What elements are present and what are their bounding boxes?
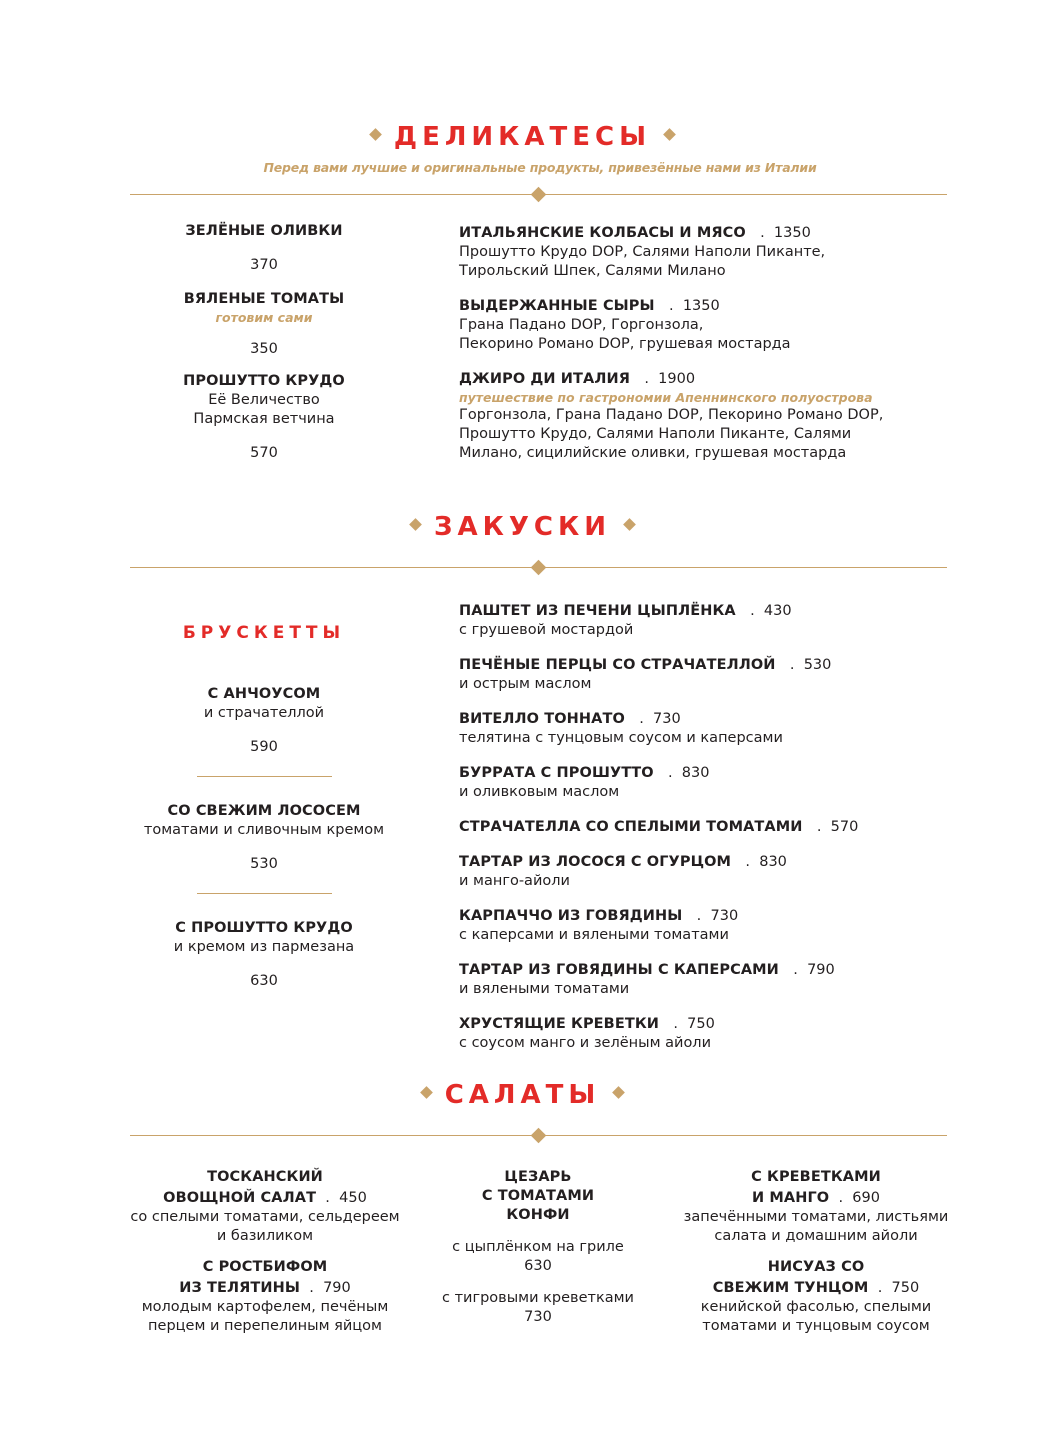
separator-dot: . [760, 225, 765, 241]
item-description: и кремом из пармезана [173, 939, 355, 955]
item-option: с цыплёнком на гриле [452, 1239, 624, 1255]
item-price: 1350 [682, 298, 720, 314]
diamond-ornament-icon [420, 1086, 433, 1099]
item-name: ТАРТАР ИЗ ЛОСОСЯ С ОГУРЦОМ [459, 854, 732, 870]
item-price: 1350 [773, 225, 811, 241]
menu-item [459, 600, 979, 640]
item-name: ДЖИРО ДИ ИТАЛИЯ [459, 371, 630, 387]
item-price: 530 [803, 657, 832, 673]
item-price: 690 [852, 1190, 880, 1206]
item-description: и базиликом [216, 1228, 314, 1244]
item-description: молодым картофелем, печёным [141, 1299, 389, 1315]
item-name: С АНЧОУСОМ [207, 686, 321, 702]
deli-left-column [130, 222, 398, 463]
menu-item [459, 762, 979, 802]
separator-dot: . [838, 1190, 844, 1206]
item-name: ВИТЕЛЛО ТОННАТО [459, 711, 625, 727]
item-description: салата и домашним айоли [714, 1228, 918, 1244]
item-description: Грана Падано DOP, Горгонзола, [459, 317, 704, 333]
item-price: 590 [250, 739, 278, 755]
item-name: ПРОШУТТО КРУДО [183, 373, 345, 389]
item-description: запечёнными томатами, листьями [683, 1209, 949, 1225]
diamond-ornament-icon [531, 1128, 547, 1144]
separator-dot: . [667, 765, 673, 781]
item-price: 430 [763, 603, 792, 619]
section-title-text: ЗАКУСКИ [434, 512, 611, 542]
menu-item [459, 851, 979, 891]
appetizers-right-column [459, 600, 979, 1053]
separator-dot: . [789, 657, 795, 673]
item-description: перцем и перепелиным яйцом [148, 1318, 382, 1334]
item-price: 350 [250, 341, 278, 357]
item-price: 830 [759, 854, 787, 870]
item-price: 730 [524, 1309, 552, 1325]
item-description: Тирольский Шпек, Салями Милано [459, 263, 726, 279]
item-name: ЗЕЛЁНЫЕ ОЛИВКИ [185, 223, 343, 239]
item-description: со спелыми томатами, сельдереем [130, 1209, 400, 1225]
item-price: 450 [339, 1190, 367, 1206]
item-description: томатами и сливочным кремом [143, 822, 385, 838]
separator-dot: . [745, 854, 750, 870]
item-option: с тигровыми креветками [442, 1290, 634, 1306]
item-name: ВЯЛЕНЫЕ ТОМАТЫ [183, 291, 345, 307]
separator-dot: . [644, 371, 649, 387]
diamond-ornament-icon [531, 560, 547, 576]
item-price: 370 [250, 257, 278, 273]
item-description: Пармская ветчина [193, 411, 335, 427]
item-description: Прошутто Крудо, Салями Наполи Пиканте, Салями [459, 426, 852, 442]
menu-item [459, 654, 979, 694]
item-description: Её Величество [208, 392, 320, 408]
item-price: 730 [710, 908, 739, 924]
item-note: готовим сами [215, 310, 313, 325]
salads-column-2 [418, 1168, 658, 1327]
menu-item [459, 295, 979, 354]
diamond-ornament-icon [369, 128, 382, 141]
item-price: 570 [250, 445, 278, 461]
item-name: СО СВЕЖИМ ЛОСОСЕМ [167, 803, 361, 819]
menu-item [459, 222, 979, 281]
item-description: томатами и тунцовым соусом [702, 1318, 930, 1334]
diamond-ornament-icon [612, 1086, 625, 1099]
item-name: ТАРТАР ИЗ ГОВЯДИНЫ С КАПЕРСАМИ [459, 962, 779, 978]
section-title-appetizers [0, 512, 1045, 552]
separator-dot: . [325, 1190, 330, 1206]
item-description: Милано, сицилийские оливки, грушевая мостарда [459, 445, 847, 461]
item-name: С ПРОШУТТО КРУДО [175, 920, 353, 936]
section-title-text: ДЕЛИКАТЕСЫ [393, 122, 652, 152]
diamond-ornament-icon [663, 128, 676, 141]
item-description: с соусом манго и зелёным айоли [459, 1035, 712, 1051]
diamond-ornament-icon [409, 518, 422, 531]
item-price: 1900 [658, 371, 696, 387]
separator-dot: . [668, 298, 674, 314]
separator-dot: . [816, 819, 822, 835]
item-description: Горгонзола, Грана Падано DOP, Пекорино Романо DOP, [459, 407, 884, 423]
item-note: путешествие по гастрономии Апеннинского полуострова [459, 390, 873, 405]
item-name: ПАШТЕТ ИЗ ПЕЧЕНИ ЦЫПЛЁНКА [459, 603, 736, 619]
item-description: с каперсами и вялеными томатами [459, 927, 729, 943]
item-name: ИТАЛЬЯНСКИЕ КОЛБАСЫ И МЯСО [459, 225, 746, 241]
item-description: кенийской фасолью, спелыми [700, 1299, 932, 1315]
item-name: СТРАЧАТЕЛЛА СО СПЕЛЫМИ ТОМАТАМИ [459, 819, 803, 835]
item-price: 750 [891, 1280, 920, 1296]
item-name: ЦЕЗАРЬ [504, 1169, 572, 1185]
separator-dot: . [673, 1016, 678, 1032]
item-name: ТОСКАНСКИЙ [207, 1169, 323, 1185]
menu-item [459, 708, 979, 748]
item-name: СВЕЖИМ ТУНЦОМ [712, 1280, 869, 1296]
item-price: 530 [250, 856, 278, 872]
subsection-title: БРУСКЕТТЫ [182, 623, 346, 643]
item-description: Прошутто Крудо DOP, Салями Наполи Пиканте, [459, 244, 826, 260]
section-subtitle: Перед вами лучшие и оригинальные продукты, привезённые нами из Италии [263, 160, 817, 175]
menu-item [459, 1013, 979, 1053]
section-title-delicatessen [0, 122, 1045, 162]
item-description: и острым маслом [459, 676, 592, 692]
item-name: НИСУАЗ СО [767, 1259, 865, 1275]
item-description: Пекорино Романо DOP, грушевая мостарда [459, 336, 791, 352]
section-title-salads [0, 1080, 1045, 1120]
item-price: 630 [250, 973, 278, 989]
item-name: И МАНГО [752, 1190, 830, 1206]
item-name: КАРПАЧЧО ИЗ ГОВЯДИНЫ [459, 908, 683, 924]
item-name: ХРУСТЯЩИЕ КРЕВЕТКИ [459, 1016, 660, 1032]
item-description: телятина с тунцовым соусом и каперсами [459, 730, 783, 746]
item-description: и манго-айоли [459, 873, 570, 889]
item-description: и страчателлой [203, 705, 325, 721]
item-price: 630 [524, 1258, 552, 1274]
diamond-ornament-icon [531, 187, 547, 203]
menu-item [459, 368, 979, 463]
item-name: ПЕЧЁНЫЕ ПЕРЦЫ СО СТРАЧАТЕЛЛОЙ [459, 657, 776, 673]
item-name: С РОСТБИФОМ [202, 1259, 328, 1275]
item-name: С ТОМАТАМИ [481, 1188, 595, 1204]
item-description: и вялеными томатами [459, 981, 630, 997]
item-name: С КРЕВЕТКАМИ [751, 1169, 881, 1185]
separator-dot: . [696, 908, 702, 924]
separator-dot: . [639, 711, 644, 727]
item-name: ВЫДЕРЖАННЫЕ СЫРЫ [459, 298, 655, 314]
item-price: 750 [687, 1016, 715, 1032]
item-name: ОВОЩНОЙ САЛАТ [163, 1190, 317, 1206]
menu-item [459, 905, 979, 945]
salads-column-1 [120, 1168, 410, 1336]
separator-dot: . [309, 1280, 314, 1296]
separator-dot: . [877, 1280, 883, 1296]
item-name: БУРРАТА С ПРОШУТТО [459, 765, 654, 781]
separator-dot: . [750, 603, 755, 619]
item-price: 790 [323, 1280, 351, 1296]
diamond-ornament-icon [623, 518, 636, 531]
item-name: ИЗ ТЕЛЯТИНЫ [179, 1280, 301, 1296]
menu-item [459, 816, 979, 837]
item-divider [197, 893, 332, 894]
item-divider [197, 776, 332, 777]
item-price: 830 [681, 765, 710, 781]
section-title-text: САЛАТЫ [444, 1080, 601, 1110]
salads-column-3 [666, 1168, 966, 1336]
deli-right-column [459, 222, 979, 463]
separator-dot: . [793, 962, 798, 978]
item-price: 730 [653, 711, 681, 727]
item-price: 570 [830, 819, 859, 835]
item-description: с грушевой мостардой [459, 622, 634, 638]
item-name: КОНФИ [506, 1207, 570, 1223]
item-price: 790 [807, 962, 835, 978]
menu-item [459, 959, 979, 999]
item-description: и оливковым маслом [459, 784, 620, 800]
bruschetta-column [130, 623, 398, 991]
